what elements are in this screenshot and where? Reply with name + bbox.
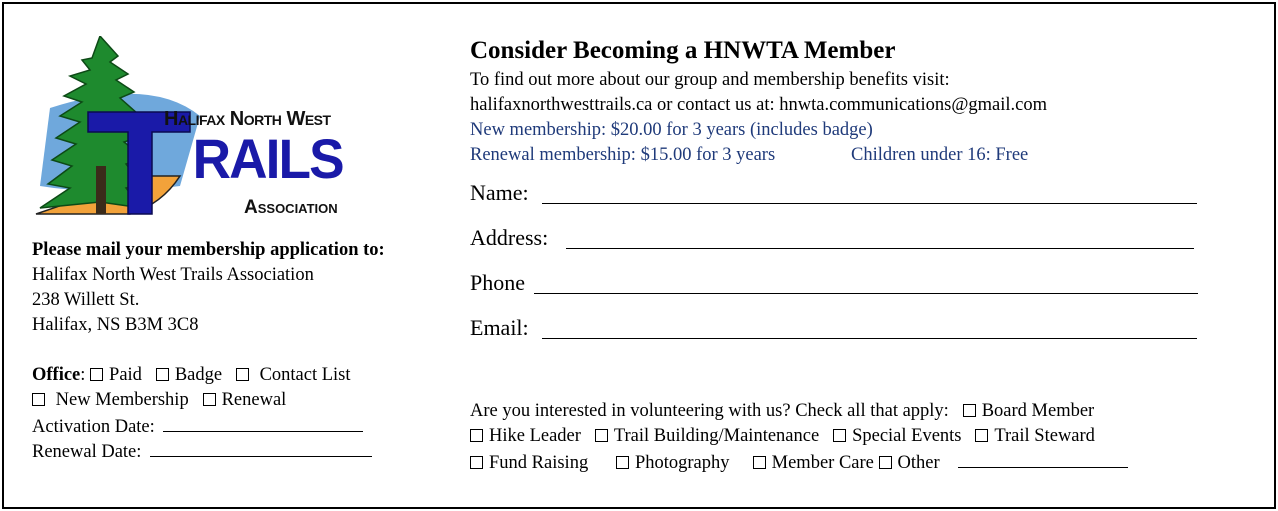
activation-date-label: Activation Date: bbox=[32, 417, 155, 437]
volunteer-row-2 bbox=[470, 424, 1095, 449]
paid-label: Paid bbox=[109, 365, 142, 385]
volunteer-row-1 bbox=[470, 399, 1094, 424]
office-row-2 bbox=[32, 388, 286, 413]
mail-city: Halifax, NS B3M 3C8 bbox=[32, 315, 199, 335]
member-care-label: Member Care bbox=[771, 453, 874, 473]
activation-date-field[interactable] bbox=[163, 413, 363, 432]
children-price: Children under 16: Free bbox=[851, 145, 1029, 165]
special-events-checkbox[interactable] bbox=[833, 429, 846, 442]
address-label: Address: bbox=[470, 225, 549, 250]
mail-heading: Please mail your membership application to: bbox=[32, 240, 385, 260]
photography-checkbox[interactable] bbox=[616, 456, 629, 469]
phone-label: Phone bbox=[470, 270, 525, 295]
name-field[interactable] bbox=[542, 203, 1197, 204]
member-care-checkbox[interactable] bbox=[753, 456, 766, 469]
logo-line1: Halifax North West bbox=[164, 108, 331, 130]
volunteer-row-3 bbox=[470, 449, 1128, 476]
office-label: Office bbox=[32, 365, 81, 385]
renewal-membership-price: Renewal membership: $15.00 for 3 years bbox=[470, 145, 776, 165]
hike-leader-checkbox[interactable] bbox=[470, 429, 483, 442]
board-member-label: Board Member bbox=[981, 401, 1095, 421]
photography-label: Photography bbox=[634, 453, 730, 473]
logo-trails-rest: RAILS bbox=[192, 127, 343, 190]
contact-list-label: Contact List bbox=[259, 365, 351, 385]
volunteer-question: Are you interested in volunteering with us? Check all that apply: bbox=[470, 401, 949, 421]
logo-line2 bbox=[162, 128, 343, 190]
trail-building-label: Trail Building/Maintenance bbox=[613, 426, 820, 446]
renewal-date-row bbox=[32, 438, 372, 465]
phone-field[interactable] bbox=[534, 293, 1198, 294]
name-label: Name: bbox=[470, 180, 529, 205]
mail-street: 238 Willett St. bbox=[32, 290, 140, 310]
hnwta-logo bbox=[30, 36, 365, 222]
info-line-1: To find out more about our group and membership benefits visit: bbox=[470, 70, 950, 90]
renewal-label: Renewal bbox=[221, 390, 287, 410]
renewal-date-label: Renewal Date: bbox=[32, 442, 142, 462]
paid-checkbox[interactable] bbox=[90, 368, 103, 381]
email-field[interactable] bbox=[542, 338, 1197, 339]
trail-steward-checkbox[interactable] bbox=[975, 429, 988, 442]
fund-raising-checkbox[interactable] bbox=[470, 456, 483, 469]
logo-line3: Association bbox=[244, 197, 338, 218]
other-label: Other bbox=[897, 453, 940, 473]
fund-raising-label: Fund Raising bbox=[489, 453, 589, 473]
info-line-2: halifaxnorthwesttrails.ca or contact us at: hnwta.communications@gmail.com bbox=[470, 95, 1048, 115]
office-row: Office: Paid Badge Contact List bbox=[32, 365, 351, 385]
renewal-checkbox[interactable] bbox=[203, 393, 216, 406]
renewal-date-field[interactable] bbox=[150, 438, 372, 457]
new-membership-label: New Membership bbox=[55, 390, 189, 410]
mail-org: Halifax North West Trails Association bbox=[32, 265, 314, 285]
tree-trunk bbox=[96, 166, 106, 214]
other-field[interactable] bbox=[958, 449, 1128, 468]
special-events-label: Special Events bbox=[852, 426, 962, 446]
activation-date-row bbox=[32, 413, 363, 440]
email-label: Email: bbox=[470, 315, 529, 340]
contact-list-checkbox[interactable] bbox=[236, 368, 249, 381]
badge-checkbox[interactable] bbox=[156, 368, 169, 381]
badge-label: Badge bbox=[174, 365, 223, 385]
hike-leader-label: Hike Leader bbox=[489, 426, 581, 446]
board-member-checkbox[interactable] bbox=[963, 404, 976, 417]
trail-steward-label: Trail Steward bbox=[994, 426, 1095, 446]
address-field[interactable] bbox=[566, 248, 1194, 249]
new-membership-checkbox[interactable] bbox=[32, 393, 45, 406]
other-checkbox[interactable] bbox=[879, 456, 892, 469]
new-membership-price: New membership: $20.00 for 3 years (includes badge) bbox=[470, 120, 873, 140]
page-title: Consider Becoming a HNWTA Member bbox=[470, 37, 896, 64]
trail-building-checkbox[interactable] bbox=[595, 429, 608, 442]
